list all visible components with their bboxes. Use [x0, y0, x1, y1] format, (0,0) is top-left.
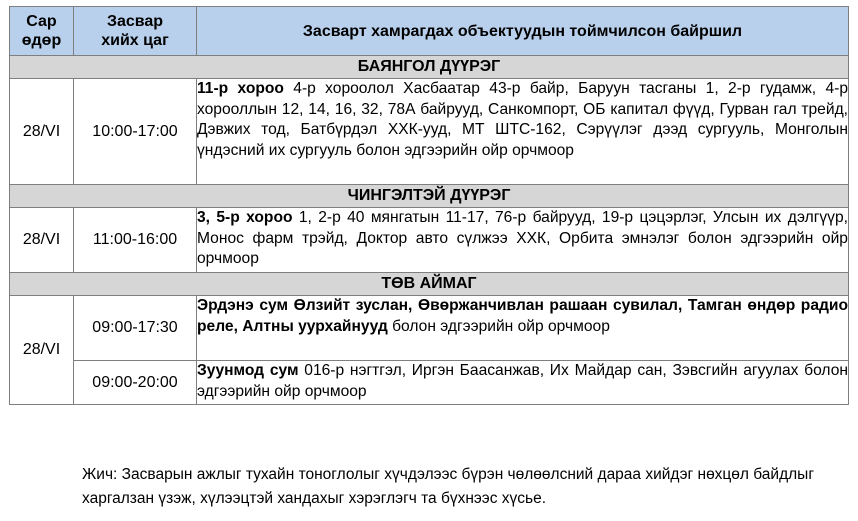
location-text: 4-р хороолол Хасбаатар 43-р байр, Баруун тасганы 1, 2-р гудамж, 4-р хорооллын 12, 14, 16, 32, 78А байрууд, Санкомпорт, ОБ капитал фүүд, Гурван гал трейд, Дэвжих тод, Батбүрдэл ХХК-ууд, МТ ШТС-162, Сэрүүлэг дээд сургууль, Монголын үндэсний их сургууль болон эдгээрийн ойр орчмоор: [197, 80, 849, 159]
location-text: болон эдгээрийн ойр орчмоор: [387, 317, 610, 335]
location-bold: 11-р хороо: [197, 80, 284, 97]
header-date: Сар өдөр: [10, 7, 74, 56]
location-bold: Эрдэнэ сум Өлзийт зуслан, Өвөржанчивлан рашаан сувилал, Тамган өндөр радио реле, Алтны уурхайнууд: [197, 297, 848, 335]
district-row: [10, 185, 849, 208]
schedule-table: [9, 6, 849, 405]
location-cell: [197, 296, 849, 361]
district-name: ЧИНГЭЛТЭЙ ДҮҮРЭГ: [10, 185, 849, 208]
footnote: Жич: Засварын ажлыг тухайн тоноглолыг хүчдэлээс бүрэн чөлөөлсний дараа хийдэг нөхцөл байдлыг харгалзан үзэж, хүлээцтэй хандахыг хэрэглэгч та бүхнээс хүсье.: [82, 466, 814, 507]
date-cell: 28/VI: [10, 208, 74, 273]
time-cell: 11:00-16:00: [74, 208, 197, 273]
table-row: [10, 208, 849, 273]
date-cell: 28/VI: [10, 79, 74, 185]
time-cell: 09:00-20:00: [74, 361, 197, 405]
header-location: Засварт хамрагдах объектуудын тоймчилсон байршил: [197, 7, 849, 56]
location-bold: Зуунмод сум: [197, 362, 299, 379]
location-cell: [197, 208, 849, 273]
header-row: [10, 7, 849, 56]
table-row: [10, 79, 849, 185]
table-row: [10, 361, 849, 405]
location-text: 1, 2-р 40 мянгатын 11-17, 76-р байрууд, 19-р цэцэрлэг, Улсын их дэлгүүр, Монос фарм трэйд, Доктор авто сүлжээ ХХК, Орбита эмнэлэг болон эдгээрийн ойр орчмоор: [197, 209, 848, 268]
date-cell: 28/VI: [10, 296, 74, 405]
table-row: [10, 296, 849, 361]
district-name: БАЯНГОЛ ДҮҮРЭГ: [10, 56, 849, 79]
time-cell: 09:00-17:30: [74, 296, 197, 361]
time-cell: 10:00-17:00: [74, 79, 197, 185]
district-name: ТӨВ АЙМАГ: [10, 273, 849, 296]
location-text: 016-р нэгтгэл, Иргэн Баасанжав, Их Майдар сан, Зэвсгийн агуулах болон эдгээрийн ойр орчмоор: [197, 362, 848, 400]
location-cell: [197, 79, 849, 185]
location-bold: 3, 5-р хороо: [197, 209, 293, 226]
header-time: Засвар хийх цаг: [74, 7, 197, 56]
location-cell: [197, 361, 849, 405]
district-row: [10, 56, 849, 79]
district-row: [10, 273, 849, 296]
